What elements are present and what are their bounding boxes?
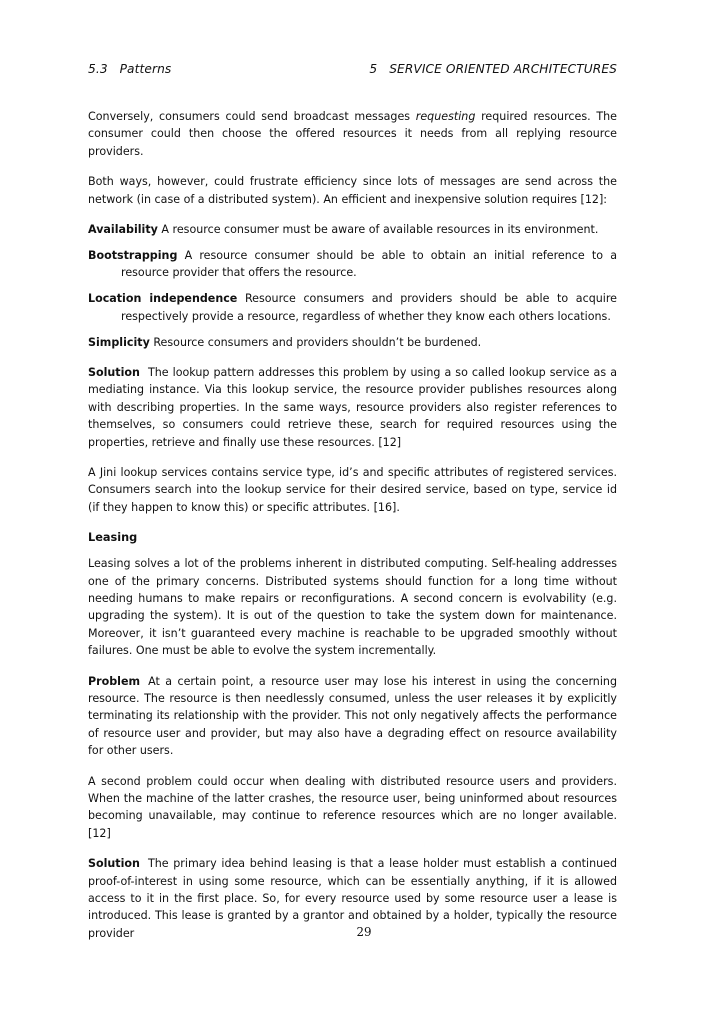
requirement-term: Availability — [88, 223, 158, 237]
intro-text-1a: Conversely, consumers could send broadcast messages — [88, 110, 416, 123]
solution-label: Solution — [88, 857, 140, 871]
page-body — [88, 108, 617, 942]
requirement-term: Simplicity — [88, 335, 150, 349]
header-section: 5.3 Patterns — [88, 62, 172, 76]
leasing-solution-text: The primary idea behind leasing is that a lease holder must establish a continued proof-of-interest in using some resource, which can be essentially anything, if it is allowed access to it in the first place. So, for every resource used by some resource user a lease is introduced. This lease is granted by a grantor and obtained by a holder, typically the resource provider — [88, 857, 617, 940]
jini-paragraph: A Jini lookup services contains service type, id’s and specific attributes of registered services. Consumers search into the lookup service for their desired service, based on type, service id (if they happen to know this) or specific attributes. [16]. — [88, 466, 617, 514]
intro-paragraph-2: Both ways, however, could frustrate efficiency since lots of messages are send across the network (in case of a distributed system). An efficient and inexpensive solution requires [12]: — [88, 175, 617, 206]
emphasis-requesting: requesting — [415, 110, 476, 123]
requirements-list — [88, 221, 617, 351]
leasing-problem-2-paragraph: A second problem could occur when dealing with distributed resource users and providers. When the machine of the latter crashes, the resource user, being uninformed about resources becoming unavailable, may continue to reference resources which are no longer available. [12] — [88, 774, 617, 840]
lookup-solution-text: The lookup pattern addresses this problem by using a so called lookup service as a mediating instance. Via this lookup service, the resource provider publishes resources along with describing properties. In the same ways, resource providers also register references to themselves, so consumers could retrieve these, search for required resources using the properties, retrieve and finally use these resources. [12] — [88, 365, 617, 449]
leasing-problem-text: At a certain point, a resource user may lose his interest in using the concerning resource. The resource is then needlessly consumed, unless the user releases it by explicitly terminating its relationship with the provider. This not only negatively affects the performance of resource user and provider, but may also have a degrading effect on resource availability for other users. — [88, 674, 617, 758]
problem-label: Problem — [88, 674, 141, 688]
intro-paragraph-1 — [88, 108, 617, 160]
requirement-term: Location independence — [88, 292, 238, 306]
leasing-intro-paragraph: Leasing solves a lot of the problems inherent in distributed computing. Self-healing addresses one of the primary concerns. Distributed systems should function for a long time without needing humans to make repairs or reconfigurations. A second concern is evolvability (e.g. upgrading the system). It is out of the question to take the system down for maintenance. Moreover, it isn’t guaranteed every machine is reachable to be upgraded smoothly without failures. One must be able to evolve the system incrementally. — [88, 557, 617, 658]
requirement-availability — [88, 221, 617, 238]
requirement-location-independence — [88, 290, 617, 325]
leasing-heading: Leasing — [88, 531, 138, 545]
requirement-term: Bootstrapping — [88, 248, 178, 262]
page-number: 29 — [356, 925, 372, 939]
intro-text-1b: required resources. The consumer could then choose the offered resources it needs from all replying resource providers. — [88, 110, 617, 158]
requirement-simplicity — [88, 334, 617, 351]
solution-label: Solution — [88, 365, 140, 379]
requirement-text: Resource consumers and providers shouldn’t be burdened. — [153, 335, 482, 349]
requirement-text: Resource consumers and providers should be able to acquire respectively provide a resource, regardless of whether they know each others locations. — [121, 292, 618, 323]
lookup-solution-paragraph — [88, 364, 617, 451]
requirement-text: A resource consumer must be aware of available resources in its environment. — [161, 223, 599, 237]
requirement-bootstrapping — [88, 247, 617, 282]
leasing-problem-paragraph — [88, 673, 617, 760]
requirement-text: A resource consumer should be able to obtain an initial reference to a resource provider that offers the resource. — [121, 248, 618, 280]
header-chapter: 5 SERVICE ORIENTED ARCHITECTURES — [369, 62, 617, 76]
